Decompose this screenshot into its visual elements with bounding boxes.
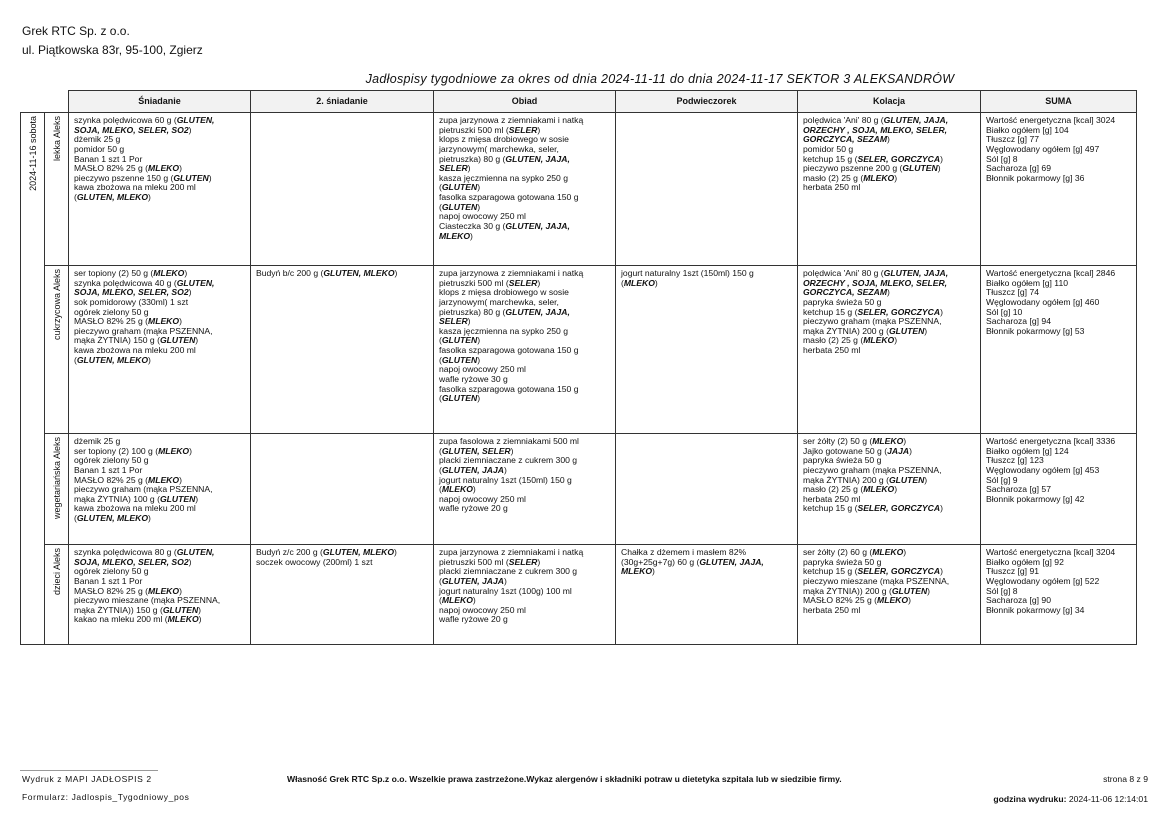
- sum-cell: [981, 113, 1137, 266]
- menu-line: pieczywo graham (mąka PSZENNA,: [803, 464, 942, 475]
- menu-line: Banan 1 szt 1 Por: [74, 464, 143, 475]
- company-address: ul. Piątkowska 83r, 95-100, Zgierz: [22, 43, 203, 57]
- menu-line: napoj owocowy 250 ml: [439, 493, 526, 504]
- menu-line: ogórek zielony 50 g: [74, 306, 149, 317]
- header-spacer: [21, 91, 45, 113]
- sum-cell: [981, 434, 1137, 545]
- menu-line: kasza jęczmienna na sypko 250 g: [439, 172, 568, 183]
- menu-line: Błonnik pokarmowy [g] 36: [986, 172, 1085, 183]
- menu-line: mąka ŻYTNIA)) 150 g (GLUTEN): [74, 604, 202, 615]
- menu-line: pomidor 50 g: [74, 143, 125, 154]
- menu-line: MLEKO): [439, 230, 473, 241]
- menu-line: Błonnik pokarmowy [g] 53: [986, 325, 1085, 336]
- lunch-cell: [434, 434, 616, 545]
- menu-line: SOJA, MLEKO, SELER, SO2): [74, 556, 192, 567]
- menu-line: ketchup 15 g (SELER, GORCZYCA): [803, 153, 943, 164]
- afternoon-snack-cell: [616, 266, 798, 434]
- page-title: Jadłospisy tygodniowe za okres od dnia 2024-11-11 do dnia 2024-11-17 SEKTOR 3 ALEKSANDRÓW: [365, 72, 955, 86]
- diet-label: lekka Aleks: [51, 116, 62, 162]
- menu-line: jogurt naturalny 1szt (150ml) 150 g: [439, 474, 572, 485]
- menu-line: (GLUTEN, MLEKO): [74, 354, 151, 365]
- menu-line: herbata 250 ml: [803, 604, 861, 615]
- menu-line: masło (2) 25 g (MLEKO): [803, 335, 898, 346]
- menu-line: klops z mięsa drobiowego w sosie: [439, 134, 569, 145]
- menu-line: polędwica 'Ani' 80 g (GLUTEN, JAJA,: [803, 115, 949, 125]
- diet-label: wegetariańska Aleks: [51, 437, 62, 520]
- print-time-value: 2024-11-06 12:14:01: [1068, 794, 1148, 804]
- menu-line: MASŁO 82% 25 g (MLEKO): [74, 316, 182, 327]
- menu-line: Węglowodany ogółem [g] 522: [986, 575, 1100, 586]
- print-time-label: godzina wydruku:: [993, 794, 1067, 804]
- menu-line: pieczywo mieszane (mąka PSZENNA,: [803, 575, 950, 586]
- menu-line: Węglowodany ogółem [g] 453: [986, 464, 1100, 475]
- afternoon-snack-cell: [616, 113, 798, 266]
- breakfast-cell: [69, 545, 251, 645]
- menu-line: Banan 1 szt 1 Por: [74, 575, 143, 586]
- menu-line: mąka ŻYTNIA) 200 g (GLUTEN): [803, 325, 928, 336]
- diet-cell: [45, 545, 69, 645]
- menu-line: wafle ryżowe 20 g: [439, 503, 508, 514]
- dinner-cell: [798, 434, 981, 545]
- menu-line: kawa zbożowa na mleku 200 ml: [74, 182, 196, 193]
- lunch-cell: [434, 266, 616, 434]
- menu-line: pietruszki 500 ml (SELER): [439, 556, 541, 567]
- menu-line: Białko ogółem [g] 124: [986, 445, 1069, 456]
- menu-line: (GLUTEN, MLEKO): [74, 192, 151, 202]
- menu-line: pieczywo graham (mąka PSZENNA,: [74, 325, 213, 336]
- menu-line: (MLEKO): [621, 277, 658, 288]
- dinner-cell: [798, 266, 981, 434]
- column-header-second-breakfast: 2. śniadanie: [251, 91, 434, 113]
- menu-line: GORCZYCA, SEZAM): [803, 287, 890, 298]
- menu-line: mąka ŻYTNIA)) 200 g (GLUTEN): [803, 585, 931, 596]
- menu-line: fasolka szparagowa gotowana 150 g: [439, 192, 579, 202]
- menu-line: napoj owocowy 250 ml: [439, 211, 526, 222]
- breakfast-cell: [69, 266, 251, 434]
- menu-line: Tłuszcz [g] 77: [986, 134, 1040, 145]
- diet-cell: [45, 434, 69, 545]
- menu-line: pietruszka) 80 g (GLUTEN, JAJA,: [439, 153, 570, 164]
- menu-line: placki ziemniaczane z cukrem 300 g: [439, 566, 578, 577]
- menu-line: pieczywo pszenne 200 g (GLUTEN): [803, 163, 941, 174]
- menu-line: (GLUTEN): [439, 393, 481, 404]
- menu-line: kasza jęczmienna na sypko 250 g: [439, 325, 568, 336]
- afternoon-snack-cell: [616, 545, 798, 645]
- menu-line: papryka świeża 50 g: [803, 556, 882, 567]
- menu-line: ser żółty (2) 50 g (MLEKO): [803, 436, 907, 446]
- menu-line: Błonnik pokarmowy [g] 42: [986, 493, 1085, 504]
- header-spacer: [45, 91, 69, 113]
- menu-line: Sól [g] 8: [986, 153, 1018, 164]
- menu-line: klops z mięsa drobiowego w sosie: [439, 287, 569, 298]
- menu-line: Sól [g] 9: [986, 474, 1018, 485]
- menu-line: ketchup 15 g (SELER, GORCZYCA): [803, 503, 943, 514]
- menu-row: [21, 434, 1137, 545]
- menu-line: pieczywo mieszane (mąka PSZENNA,: [74, 595, 221, 606]
- menu-line: kawa zbożowa na mleku 200 ml: [74, 345, 196, 355]
- menu-line: pieczywo graham (mąka PSZENNA,: [803, 316, 942, 327]
- afternoon-snack-cell: [616, 434, 798, 545]
- menu-line: (MLEKO): [439, 595, 476, 606]
- menu-line: Wartość energetyczna [kcal] 3336: [986, 436, 1116, 446]
- menu-line: ORZECHY , SOJA, MLEKO, SELER,: [803, 277, 948, 288]
- menu-line: napoj owocowy 250 ml: [439, 364, 526, 375]
- form-name: Formularz: Jadlospis_Tygodniowy_pos: [22, 792, 190, 802]
- menu-line: pietruszki 500 ml (SELER): [439, 124, 541, 135]
- menu-line: dżemik 25 g: [74, 134, 121, 145]
- menu-line: MASŁO 82% 25 g (MLEKO): [803, 595, 911, 606]
- menu-line: zupa jarzynowa z ziemniakami i natką: [439, 268, 584, 278]
- menu-line: sok pomidorowy (330ml) 1 szt: [74, 296, 189, 307]
- menu-line: (GLUTEN): [439, 354, 481, 365]
- column-header-lunch: Obiad: [434, 91, 616, 113]
- menu-line: Białko ogółem [g] 110: [986, 277, 1069, 288]
- menu-line: Tłuszcz [g] 91: [986, 566, 1040, 577]
- menu-line: pietruszka) 80 g (GLUTEN, JAJA,: [439, 306, 570, 317]
- menu-line: Tłuszcz [g] 123: [986, 455, 1044, 466]
- menu-line: jarzynowym( marchewka, seler,: [439, 296, 559, 307]
- menu-body: [21, 113, 1137, 645]
- date-cell: [21, 113, 45, 645]
- breakfast-cell: [69, 434, 251, 545]
- menu-line: Jajko gotowane 50 g (JAJA): [803, 445, 912, 456]
- menu-line: placki ziemniaczane z cukrem 300 g: [439, 455, 578, 466]
- menu-table: [20, 90, 1137, 645]
- menu-line: herbata 250 ml: [803, 345, 861, 355]
- menu-line: jogurt naturalny 1szt (150ml) 150 g: [621, 268, 754, 278]
- menu-line: pieczywo graham (mąka PSZENNA,: [74, 484, 213, 495]
- menu-line: ketchup 15 g (SELER, GORCZYCA): [803, 306, 943, 317]
- menu-line: MASŁO 82% 25 g (MLEKO): [74, 474, 182, 485]
- dinner-cell: [798, 113, 981, 266]
- breakfast-cell: [69, 113, 251, 266]
- ownership-note: Własność Grek RTC Sp.z o.o. Wszelkie prawa zastrzeżone.Wykaz alergenów i składniki potraw u dietetyka szpitala lub w siedzibie firmy.: [287, 774, 842, 784]
- menu-line: zupa jarzynowa z ziemniakami i natką: [439, 115, 584, 125]
- dinner-cell: [798, 545, 981, 645]
- menu-line: zupa fasolowa z ziemniakami 500 ml: [439, 436, 579, 446]
- second-breakfast-cell: [251, 434, 434, 545]
- column-header-afternoon-snack: Podwieczorek: [616, 91, 798, 113]
- date-label: 2024-11-16 sobota: [27, 116, 38, 191]
- lunch-cell: [434, 113, 616, 266]
- header-row: [21, 91, 1137, 113]
- menu-line: GORCZYCA, SEZAM): [803, 134, 890, 145]
- menu-line: fasolka szparagowa gotowana 150 g: [439, 383, 579, 394]
- menu-line: (GLUTEN): [439, 335, 481, 346]
- menu-line: (GLUTEN): [439, 201, 481, 212]
- menu-line: pietruszki 500 ml (SELER): [439, 277, 541, 288]
- menu-line: (30g+25g+7g) 60 g (GLUTEN, JAJA,: [621, 556, 764, 567]
- print-time: [993, 794, 1148, 804]
- sum-cell: [981, 266, 1137, 434]
- menu-line: kakao na mleku 200 ml (MLEKO): [74, 614, 202, 625]
- menu-line: szynka polędwicowa 80 g (GLUTEN,: [74, 547, 215, 557]
- diet-label: dzieci Aleks: [51, 548, 62, 596]
- menu-line: Budyń b/c 200 g (GLUTEN, MLEKO): [256, 268, 398, 278]
- menu-line: mąka ŻYTNIA) 150 g (GLUTEN): [74, 335, 199, 346]
- menu-line: pieczywo pszenne 150 g (GLUTEN): [74, 172, 212, 183]
- menu-line: ogórek zielony 50 g: [74, 566, 149, 577]
- menu-line: ogórek zielony 50 g: [74, 455, 149, 466]
- menu-line: herbata 250 ml: [803, 493, 861, 504]
- menu-line: zupa jarzynowa z ziemniakami i natką: [439, 547, 584, 557]
- menu-line: Wartość energetyczna [kcal] 3204: [986, 547, 1116, 557]
- menu-line: Sacharoza [g] 94: [986, 316, 1051, 327]
- menu-line: szynka polędwicowa 60 g (GLUTEN,: [74, 115, 215, 125]
- column-header-sum: SUMA: [981, 91, 1137, 113]
- menu-line: SELER): [439, 316, 471, 327]
- menu-line: pomidor 50 g: [803, 143, 854, 154]
- diet-cell: [45, 113, 69, 266]
- menu-line: SOJA, MLEKO, SELER, SO2): [74, 124, 192, 135]
- menu-line: (MLEKO): [439, 484, 476, 495]
- menu-line: kawa zbożowa na mleku 200 ml: [74, 503, 196, 514]
- second-breakfast-cell: [251, 545, 434, 645]
- menu-line: ketchup 15 g (SELER, GORCZYCA): [803, 566, 943, 577]
- second-breakfast-cell: [251, 113, 434, 266]
- menu-line: Tłuszcz [g] 74: [986, 287, 1040, 298]
- menu-line: Sól [g] 8: [986, 585, 1018, 596]
- menu-line: polędwica 'Ani' 80 g (GLUTEN, JAJA,: [803, 268, 949, 278]
- company-name: Grek RTC Sp. z o.o.: [22, 24, 130, 38]
- column-header-dinner: Kolacja: [798, 91, 981, 113]
- lunch-cell: [434, 545, 616, 645]
- menu-line: masło (2) 25 g (MLEKO): [803, 172, 898, 183]
- menu-line: Sól [g] 10: [986, 306, 1023, 317]
- menu-line: jogurt naturalny 1szt (100g) 100 ml: [439, 585, 572, 596]
- menu-row: [21, 545, 1137, 645]
- menu-line: papryka świeża 50 g: [803, 296, 882, 307]
- menu-line: (GLUTEN, JAJA): [439, 575, 507, 586]
- menu-line: ser żółty (2) 60 g (MLEKO): [803, 547, 907, 557]
- menu-line: mąka ŻYTNIA) 200 g (GLUTEN): [803, 474, 928, 485]
- menu-line: jarzynowym( marchewka, seler,: [439, 143, 559, 154]
- menu-line: fasolka szparagowa gotowana 150 g: [439, 345, 579, 355]
- menu-line: Budyń z/c 200 g (GLUTEN, MLEKO): [256, 547, 397, 557]
- menu-line: Węglowodany ogółem [g] 460: [986, 296, 1100, 307]
- menu-line: (GLUTEN, JAJA): [439, 464, 507, 475]
- menu-line: SELER): [439, 163, 471, 174]
- menu-line: (GLUTEN): [439, 182, 481, 193]
- menu-row: [21, 266, 1137, 434]
- menu-line: napoj owocowy 250 ml: [439, 604, 526, 615]
- menu-line: Sacharoza [g] 90: [986, 595, 1051, 606]
- menu-line: MLEKO): [621, 566, 655, 577]
- menu-line: Chałka z dżemem i masłem 82%: [621, 547, 747, 557]
- menu-line: Sacharoza [g] 57: [986, 484, 1051, 495]
- menu-line: ser topiony (2) 50 g (MLEKO): [74, 268, 188, 278]
- menu-line: mąka ŻYTNIA) 100 g (GLUTEN): [74, 493, 199, 504]
- menu-line: Ciasteczka 30 g (GLUTEN, JAJA,: [439, 220, 570, 231]
- menu-line: ser topiony (2) 100 g (MLEKO): [74, 445, 192, 456]
- menu-line: Wartość energetyczna [kcal] 2846: [986, 268, 1116, 278]
- menu-line: SOJA, MLEKO, SELER, SO2): [74, 287, 192, 298]
- second-breakfast-cell: [251, 266, 434, 434]
- print-source: Wydruk z MAPI JADŁOSPIS 2: [22, 774, 152, 784]
- menu-line: MASŁO 82% 25 g (MLEKO): [74, 585, 182, 596]
- menu-line: Sacharoza [g] 69: [986, 163, 1051, 174]
- menu-line: (GLUTEN, SELER): [439, 445, 514, 456]
- menu-line: wafle ryżowe 20 g: [439, 614, 508, 625]
- diet-label: cukrzycowa Aleks: [51, 269, 62, 341]
- menu-line: dżemik 25 g: [74, 436, 121, 446]
- menu-line: Błonnik pokarmowy [g] 34: [986, 604, 1085, 615]
- column-header-breakfast: Śniadanie: [69, 91, 251, 113]
- footer-divider: [20, 770, 158, 771]
- sum-cell: [981, 545, 1137, 645]
- menu-line: Węglowodany ogółem [g] 497: [986, 143, 1100, 154]
- menu-line: wafle ryżowe 30 g: [439, 373, 508, 384]
- menu-line: ORZECHY , SOJA, MLEKO, SELER,: [803, 124, 948, 135]
- menu-line: MASŁO 82% 25 g (MLEKO): [74, 163, 182, 174]
- menu-line: masło (2) 25 g (MLEKO): [803, 484, 898, 495]
- menu-line: soczek owocowy (200ml) 1 szt: [256, 556, 373, 567]
- menu-line: Białko ogółem [g] 92: [986, 556, 1064, 567]
- menu-line: Banan 1 szt 1 Por: [74, 153, 143, 164]
- menu-line: Wartość energetyczna [kcal] 3024: [986, 115, 1116, 125]
- menu-line: Białko ogółem [g] 104: [986, 124, 1069, 135]
- menu-line: (GLUTEN, MLEKO): [74, 513, 151, 523]
- menu-line: herbata 250 ml: [803, 182, 861, 193]
- page-number: strona 8 z 9: [1103, 774, 1148, 784]
- diet-cell: [45, 266, 69, 434]
- menu-row: [21, 113, 1137, 266]
- menu-line: papryka świeża 50 g: [803, 455, 882, 466]
- menu-line: szynka polędwicowa 40 g (GLUTEN,: [74, 277, 215, 288]
